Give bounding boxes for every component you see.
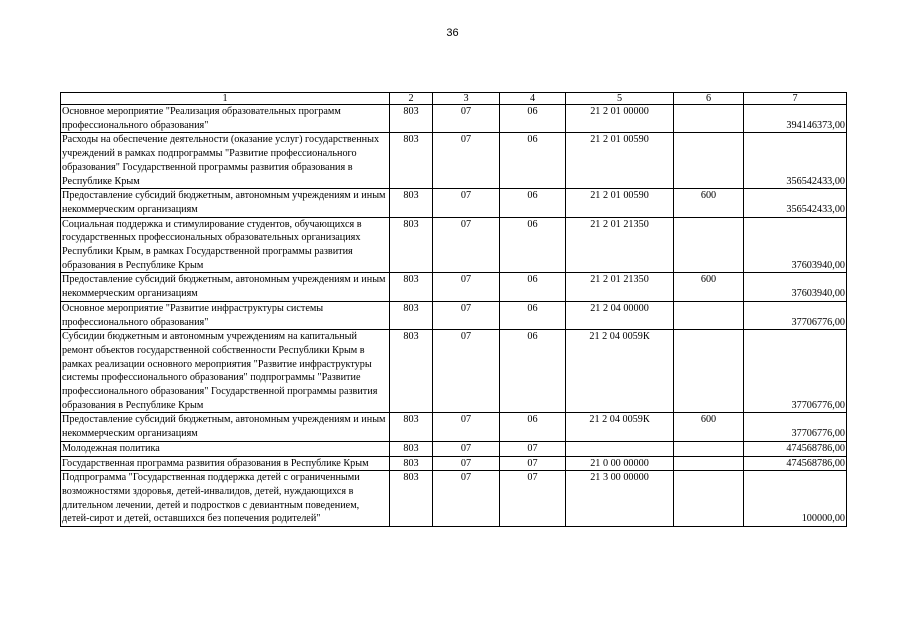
item-name-cell: Расходы на обеспечение деятельности (оказание услуг) государственных учреждений в рамках подпрограммы "Развитие профессионального образования" Государственной программы развития образования в Республике Крым [61, 133, 390, 189]
code-cell: 803 [390, 273, 433, 301]
subsection-cell: 06 [500, 330, 566, 413]
item-name-cell: Предоставление субсидий бюджетным, автономным учреждениям и иным некоммерческим организациям [61, 273, 390, 301]
target-cell: 21 2 04 0059К [566, 413, 674, 441]
target-cell: 21 2 01 21350 [566, 273, 674, 301]
section-cell: 07 [433, 413, 500, 441]
column-header: 1 [61, 93, 390, 105]
column-header: 4 [500, 93, 566, 105]
table-row [61, 273, 847, 301]
expense-type-cell: 600 [674, 189, 744, 217]
subsection-cell: 06 [500, 105, 566, 133]
code-cell: 803 [390, 330, 433, 413]
section-cell: 07 [433, 105, 500, 133]
table-row [61, 456, 847, 471]
column-header: 7 [744, 93, 847, 105]
section-cell: 07 [433, 301, 500, 329]
code-cell: 803 [390, 301, 433, 329]
expense-type-cell [674, 330, 744, 413]
expense-type-cell: 600 [674, 273, 744, 301]
code-cell: 803 [390, 105, 433, 133]
code-cell: 803 [390, 413, 433, 441]
amount-cell: 37706776,00 [744, 413, 847, 441]
section-cell: 07 [433, 189, 500, 217]
expense-type-cell [674, 133, 744, 189]
item-name-cell: Государственная программа развития образования в Республике Крым [61, 456, 390, 471]
target-cell: 21 3 00 00000 [566, 471, 674, 527]
item-name-cell: Предоставление субсидий бюджетным, автономным учреждениям и иным некоммерческим организациям [61, 189, 390, 217]
section-cell: 07 [433, 273, 500, 301]
target-cell: 21 2 01 00590 [566, 133, 674, 189]
item-name-cell: Предоставление субсидий бюджетным, автономным учреждениям и иным некоммерческим организациям [61, 413, 390, 441]
table-row [61, 217, 847, 273]
amount-cell: 37603940,00 [744, 217, 847, 273]
item-name-cell: Социальная поддержка и стимулирование студентов, обучающихся в государственных профессиональных образовательных организациях Республики Крым, в рамках Государственной программы развития образования в Республике Крым [61, 217, 390, 273]
expense-type-cell [674, 456, 744, 471]
target-cell: 21 2 04 0059К [566, 330, 674, 413]
table-row [61, 413, 847, 441]
section-cell: 07 [433, 330, 500, 413]
expense-type-cell [674, 441, 744, 456]
amount-cell: 394146373,00 [744, 105, 847, 133]
table-row [61, 189, 847, 217]
amount-cell: 474568786,00 [744, 456, 847, 471]
target-cell: 21 2 04 00000 [566, 301, 674, 329]
section-cell: 07 [433, 441, 500, 456]
target-cell: 21 0 00 00000 [566, 456, 674, 471]
subsection-cell: 06 [500, 413, 566, 441]
subsection-cell: 07 [500, 441, 566, 456]
table-row [61, 133, 847, 189]
target-cell [566, 441, 674, 456]
table-row [61, 441, 847, 456]
expense-type-cell [674, 301, 744, 329]
item-name-cell: Субсидии бюджетным и автономным учреждениям на капитальный ремонт объектов государственной собственности Республики Крым в рамках реализации основного мероприятия "Развитие инфраструктуры системы профессионального образования" подпрограммы "Развитие профессионального образования" Государственной программы развития образования в Республике Крым [61, 330, 390, 413]
code-cell: 803 [390, 441, 433, 456]
subsection-cell: 06 [500, 273, 566, 301]
code-cell: 803 [390, 189, 433, 217]
column-header: 6 [674, 93, 744, 105]
amount-cell: 474568786,00 [744, 441, 847, 456]
amount-cell: 356542433,00 [744, 133, 847, 189]
amount-cell: 37603940,00 [744, 273, 847, 301]
header-row [61, 93, 847, 105]
expense-type-cell: 600 [674, 413, 744, 441]
target-cell: 21 2 01 21350 [566, 217, 674, 273]
column-header: 3 [433, 93, 500, 105]
column-header: 5 [566, 93, 674, 105]
section-cell: 07 [433, 471, 500, 527]
section-cell: 07 [433, 456, 500, 471]
amount-cell: 356542433,00 [744, 189, 847, 217]
budget-table [60, 92, 847, 527]
amount-cell: 37706776,00 [744, 330, 847, 413]
section-cell: 07 [433, 217, 500, 273]
target-cell: 21 2 01 00000 [566, 105, 674, 133]
item-name-cell: Основное мероприятие "Реализация образовательных программ профессионального образования" [61, 105, 390, 133]
item-name-cell: Подпрограмма "Государственная поддержка детей с ограниченными возможностями здоровья, детей-инвалидов, детей, нуждающихся в длительном лечении, детей и подростков с девиантным поведением, детей-сирот и детей, оставшихся без попечения родителей" [61, 471, 390, 527]
table-row [61, 471, 847, 527]
expense-type-cell [674, 217, 744, 273]
item-name-cell: Молодежная политика [61, 441, 390, 456]
table-row [61, 105, 847, 133]
column-header: 2 [390, 93, 433, 105]
subsection-cell: 07 [500, 471, 566, 527]
subsection-cell: 07 [500, 456, 566, 471]
code-cell: 803 [390, 456, 433, 471]
subsection-cell: 06 [500, 189, 566, 217]
item-name-cell: Основное мероприятие "Развитие инфраструктуры системы профессионального образования" [61, 301, 390, 329]
amount-cell: 37706776,00 [744, 301, 847, 329]
subsection-cell: 06 [500, 301, 566, 329]
amount-cell: 100000,00 [744, 471, 847, 527]
code-cell: 803 [390, 471, 433, 527]
table-row [61, 330, 847, 413]
subsection-cell: 06 [500, 133, 566, 189]
code-cell: 803 [390, 217, 433, 273]
target-cell: 21 2 01 00590 [566, 189, 674, 217]
table-row [61, 301, 847, 329]
page-number: 36 [446, 27, 459, 39]
expense-type-cell [674, 105, 744, 133]
expense-type-cell [674, 471, 744, 527]
section-cell: 07 [433, 133, 500, 189]
subsection-cell: 06 [500, 217, 566, 273]
code-cell: 803 [390, 133, 433, 189]
